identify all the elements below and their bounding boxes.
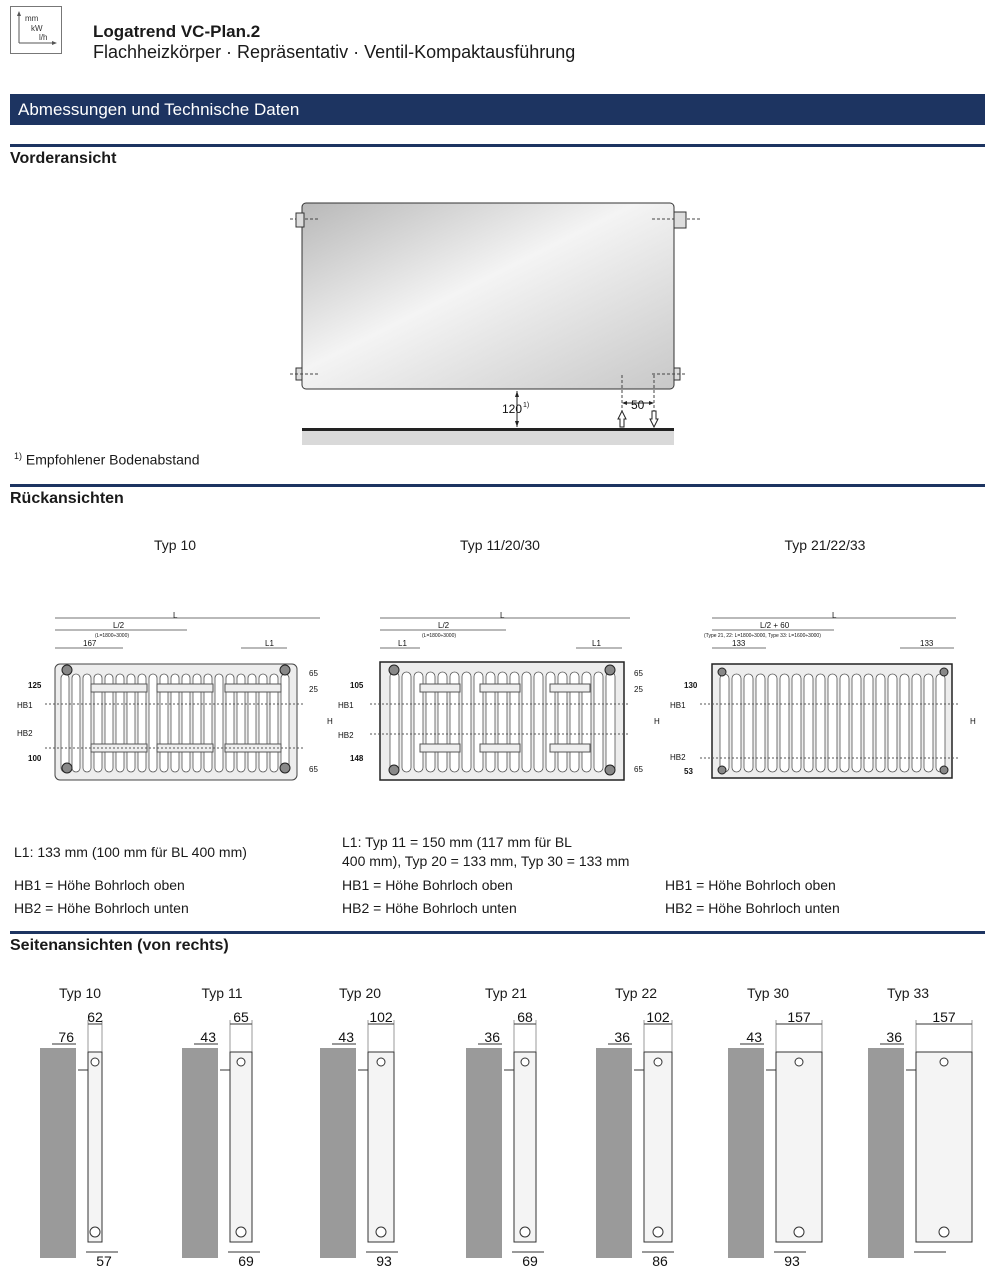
radiator-side — [776, 1052, 822, 1242]
radiator-side — [644, 1052, 672, 1242]
dim-top: 65 — [634, 669, 643, 678]
radiator-rib — [924, 674, 933, 772]
radiator-side — [916, 1052, 972, 1242]
dim-top: 65 — [309, 669, 318, 678]
radiator-rib — [792, 674, 801, 772]
side-bottom-dimension: 69 — [238, 1253, 254, 1269]
dim-left: 167 — [83, 639, 97, 648]
dim-H: H — [970, 717, 976, 726]
side-view-drawing — [596, 1010, 706, 1270]
radiator-rib — [83, 674, 91, 772]
wall — [320, 1048, 356, 1258]
dim-left-bottom: 100 — [28, 754, 42, 763]
side-wall-dimension: 43 — [338, 1029, 354, 1045]
radiator-side — [230, 1052, 252, 1242]
side-type-label: Typ 10 — [58, 985, 102, 1001]
dim-half-note: (L=1800÷3000) — [422, 633, 457, 639]
radiator-rib — [888, 674, 897, 772]
dim-L: L — [173, 611, 178, 620]
dim-left-top: 125 — [28, 681, 42, 690]
footnote-mark: 1) — [14, 451, 23, 461]
dim-bottom: 65 — [309, 765, 318, 774]
radiator-rib — [281, 674, 289, 772]
side-view-drawing — [728, 1010, 838, 1270]
hb1-definition: HB1 = Höhe Bohrloch oben — [665, 877, 836, 893]
radiator-rib — [720, 674, 729, 772]
dim-bottom: 65 — [634, 765, 643, 774]
side-view-drawing — [466, 1010, 576, 1270]
page-title: Logatrend VC-Plan.2 — [93, 22, 261, 41]
radiator-rib — [390, 672, 399, 772]
hb2-label: HB2 — [17, 729, 33, 738]
vent-plug-left — [296, 213, 304, 227]
radiator-rib — [912, 674, 921, 772]
radiator-rib — [61, 674, 69, 772]
side-type-label: Typ 11 — [201, 985, 243, 1001]
side-wall-dimension: 43 — [200, 1029, 216, 1045]
radiator-rib — [816, 674, 825, 772]
wall — [466, 1048, 502, 1258]
side-type-label: Typ 21 — [484, 985, 528, 1001]
side-wall-dimension: 36 — [886, 1029, 902, 1045]
side-depth-dimension: 157 — [787, 1009, 811, 1025]
divider — [10, 484, 985, 487]
hb2-label: HB2 — [670, 753, 686, 762]
wall — [868, 1048, 904, 1258]
hb1-definition: HB1 = Höhe Bohrloch oben — [342, 877, 513, 893]
units-icon — [10, 6, 62, 54]
logo-unit-lh: l/h — [39, 33, 48, 42]
offset-dimension: 50 — [631, 398, 645, 412]
rear-type-label: Typ 11/20/30 — [460, 537, 540, 553]
side-wall-dimension: 36 — [614, 1029, 630, 1045]
side-depth-dimension: 102 — [369, 1009, 393, 1025]
rear-view-typ21-22-33 — [670, 608, 990, 788]
hb1-label: HB1 — [17, 701, 33, 710]
radiator-rib — [72, 674, 80, 772]
side-depth-dimension: 102 — [646, 1009, 670, 1025]
radiator-rib — [852, 674, 861, 772]
rear-note-typ11-line2: 400 mm), Typ 20 = 133 mm, Typ 30 = 133 mm — [342, 853, 630, 869]
vent-plug-right — [674, 212, 686, 228]
dim-L: L — [500, 611, 505, 620]
side-wall-dimension: 76 — [58, 1029, 74, 1045]
side-depth-dimension: 62 — [87, 1009, 103, 1025]
dim-half-note: (L=1800÷3000) — [95, 633, 130, 639]
footnote — [14, 451, 199, 468]
wall — [40, 1048, 76, 1258]
dim-top2: 25 — [309, 685, 318, 694]
dim-left: 133 — [732, 639, 746, 648]
heading-side-views: Seitenansichten (von rechts) — [10, 937, 229, 954]
radiator-rib — [215, 674, 223, 772]
side-wall-dimension: 36 — [484, 1029, 500, 1045]
page-subtitle: Flachheizkörper · Repräsentativ · Ventil-Kompaktausführung — [93, 42, 576, 62]
radiator-rib — [534, 672, 543, 772]
radiator-side — [368, 1052, 394, 1242]
dim-L: L — [832, 611, 837, 620]
hb2-definition: HB2 = Höhe Bohrloch unten — [342, 900, 517, 916]
hb1-definition: HB1 = Höhe Bohrloch oben — [14, 877, 185, 893]
radiator-rib — [780, 674, 789, 772]
side-bottom-dimension: 93 — [784, 1253, 800, 1269]
side-type-label: Typ 20 — [338, 985, 382, 1001]
hb1-label: HB1 — [670, 701, 686, 710]
dim-left-top: 130 — [684, 681, 698, 690]
hb2-definition: HB2 = Höhe Bohrloch unten — [14, 900, 189, 916]
side-view-drawing — [320, 1010, 430, 1270]
rear-view-typ10 — [17, 608, 335, 788]
radiator-rib — [936, 674, 945, 772]
radiator-rib — [828, 674, 837, 772]
side-view-drawing — [40, 1010, 150, 1270]
logo-unit-kw: kW — [31, 24, 43, 33]
side-depth-dimension: 157 — [932, 1009, 956, 1025]
dim-left-bottom: 53 — [684, 767, 693, 776]
radiator-rib — [402, 672, 411, 772]
side-bottom-dimension: 57 — [96, 1253, 112, 1269]
hb2-definition: HB2 = Höhe Bohrloch unten — [665, 900, 840, 916]
radiator-rib — [594, 672, 603, 772]
rear-type-label: Typ 10 — [153, 537, 197, 553]
radiator-rib — [840, 674, 849, 772]
hb2-label: HB2 — [338, 731, 354, 740]
side-depth-dimension: 65 — [233, 1009, 249, 1025]
heading-rear-views: Rückansichten — [10, 490, 124, 507]
dim-half: L/2 — [113, 621, 125, 630]
hb1-label: HB1 — [338, 701, 354, 710]
logo-unit-mm: mm — [25, 14, 39, 23]
floor-gap-dimension: 120 — [502, 402, 523, 416]
wall — [728, 1048, 764, 1258]
dim-left-bottom: 148 — [350, 754, 364, 763]
radiator-rib — [756, 674, 765, 772]
radiator-side — [88, 1052, 102, 1242]
side-bottom-dimension: 93 — [376, 1253, 392, 1269]
divider — [10, 931, 985, 934]
radiator-rib — [522, 672, 531, 772]
footnote-text: Empfohlener Bodenabstand — [25, 451, 200, 468]
divider — [10, 144, 985, 147]
wall — [596, 1048, 632, 1258]
wall — [182, 1048, 218, 1258]
dim-H: H — [654, 717, 660, 726]
dim-l1: L1 — [265, 639, 274, 648]
section-banner: Abmessungen und Technische Daten — [10, 94, 985, 125]
rear-note-typ11-line1: L1: Typ 11 = 150 mm (117 mm für BL — [342, 834, 572, 850]
radiator-rib — [900, 674, 909, 772]
radiator-rib — [744, 674, 753, 772]
side-type-label: Typ 30 — [746, 985, 790, 1001]
side-view-drawing — [182, 1010, 292, 1270]
rear-type-label: Typ 21/22/33 — [784, 537, 866, 553]
dim-left: L1 — [398, 639, 407, 648]
radiator-rib — [876, 674, 885, 772]
side-type-label: Typ 33 — [886, 985, 930, 1001]
radiator-rib — [864, 674, 873, 772]
radiator-rib — [768, 674, 777, 772]
heading-front-view: Vorderansicht — [10, 150, 117, 167]
side-view-drawing — [868, 1010, 978, 1270]
dim-left-top: 105 — [350, 681, 364, 690]
rear-view-typ11-20-30 — [340, 608, 670, 788]
radiator-rib — [732, 674, 741, 772]
dim-H: H — [327, 717, 333, 726]
dim-half: L/2 + 60 — [760, 621, 790, 630]
dim-half-note: (Type 21, 22: L=1800÷3000, Type 33: L=1600÷3000) — [704, 633, 821, 639]
floor-line — [302, 428, 674, 431]
dim-half: L/2 — [438, 621, 450, 630]
radiator-side — [514, 1052, 536, 1242]
floor-gap-footnote-mark: 1) — [523, 402, 530, 409]
radiator-rib — [606, 672, 615, 772]
side-bottom-dimension: 86 — [652, 1253, 668, 1269]
side-type-label: Typ 22 — [614, 985, 658, 1001]
radiator-panel — [302, 203, 674, 389]
dim-l1: 133 — [920, 639, 934, 648]
front-view-drawing — [290, 195, 710, 451]
dim-top2: 25 — [634, 685, 643, 694]
rear-note-typ10: L1: 133 mm (100 mm für BL 400 mm) — [14, 844, 247, 860]
side-depth-dimension: 68 — [517, 1009, 533, 1025]
radiator-rib — [149, 674, 157, 772]
radiator-rib — [462, 672, 471, 772]
side-wall-dimension: 43 — [746, 1029, 762, 1045]
dim-l1: L1 — [592, 639, 601, 648]
radiator-rib — [804, 674, 813, 772]
side-bottom-dimension: 69 — [522, 1253, 538, 1269]
